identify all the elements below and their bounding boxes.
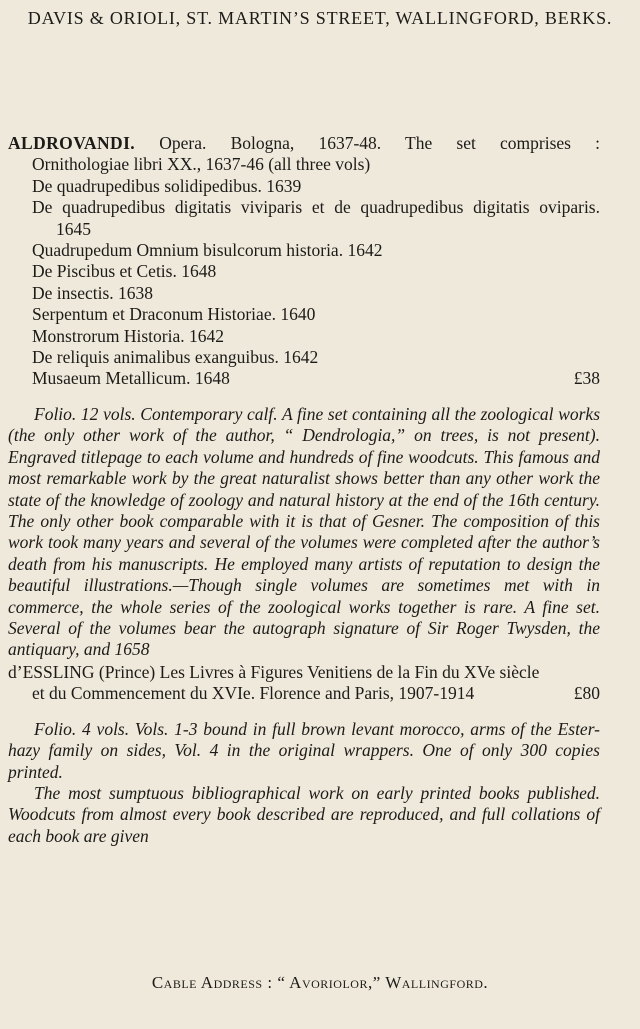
price: £38 (573, 368, 600, 389)
entry-title-line2 (8, 683, 600, 704)
entry-title-line: d’ESSLING (Prince) Les Livres à Figures Venitiens de la Fin du XVe siècle (8, 662, 540, 682)
work-item: Monstrorum Historia. 1642 (32, 325, 225, 346)
work-item: De quadrupedibus solidipedibus. 1639 (32, 175, 302, 196)
entry-aldrovandi (8, 133, 600, 661)
work-item: Musaeum Metallicum. 1648 (32, 368, 230, 389)
entry-description: Folio. 4 vols. Vols. 1-3 bound in full brown levant morocco, arms of the Ester-hazy family on sides, Vol. 4 in the original wrappers. One of only 300 copies printed. (8, 718, 600, 782)
work-item-last (8, 368, 600, 389)
work-item-continuation: 1645 (56, 218, 91, 239)
entry-heading (8, 133, 600, 154)
page-footer: Cable Address : “ Avoriolor,” Wallingford. (151, 973, 489, 992)
work-item: Quadrupedum Omnium bisulcorum historia. 1642 (32, 240, 383, 261)
price: £80 (573, 683, 600, 704)
page-header: DAVIS & ORIOLI, ST. MARTIN’S STREET, WALLINGFORD, BERKS. (27, 8, 613, 28)
work-item: Serpentum et Draconum Historiae. 1640 (32, 304, 316, 325)
work-item: De insectis. 1638 (32, 282, 154, 303)
author-name: ALDROVANDI. (8, 133, 136, 153)
works-list (8, 154, 600, 389)
entry-intro: Opera. Bologna, 1637-48. The set comprises : (159, 133, 601, 153)
entry-description-2: The most sumptuous bibliographical work on early printed books published. Woodcuts from almost every book described are reproduced, and full collations of each book are given (8, 783, 600, 846)
entry-essling (8, 662, 600, 847)
entry-heading (8, 662, 600, 705)
entry-description: Folio. 12 vols. Contemporary calf. A fine set containing all the zoological works (the only other work of the author, “ Dendrologia,” on trees, is not present). Engraved titlepage to each volume and hundreds of fine woodcuts. This famous and most remarkable work by the great naturalist shows better than any other work the state of the knowledge of zoology and natural history at the end of the 16th century. The only other book comparable with it is that of Gesner. The composition of this work took many years and several of the volumes were completed after the author’s death from his manuscripts. He employed many artists of reputation to design the beautiful illustrations.—Though single volumes are sometimes met with in commerce, the whole series of the zoological works together is rare. A fine set. Several of the volumes bear the autograph signature of Sir Roger Twysden, the antiquary, and 1658 (8, 403, 600, 660)
work-item: De Piscibus et Cetis. 1648 (32, 261, 217, 282)
work-item: De quadrupedibus digitatis viviparis et de quadrupedibus digitatis oviparis. (32, 197, 600, 218)
entry-title-cont: et du Commencement du XVIe. Florence and Paris, 1907-1914 (32, 683, 475, 704)
work-item: De reliquis animalibus exanguibus. 1642 (32, 347, 319, 368)
work-item: Ornithologiae libri XX., 1637-46 (all three vols) (32, 154, 371, 175)
